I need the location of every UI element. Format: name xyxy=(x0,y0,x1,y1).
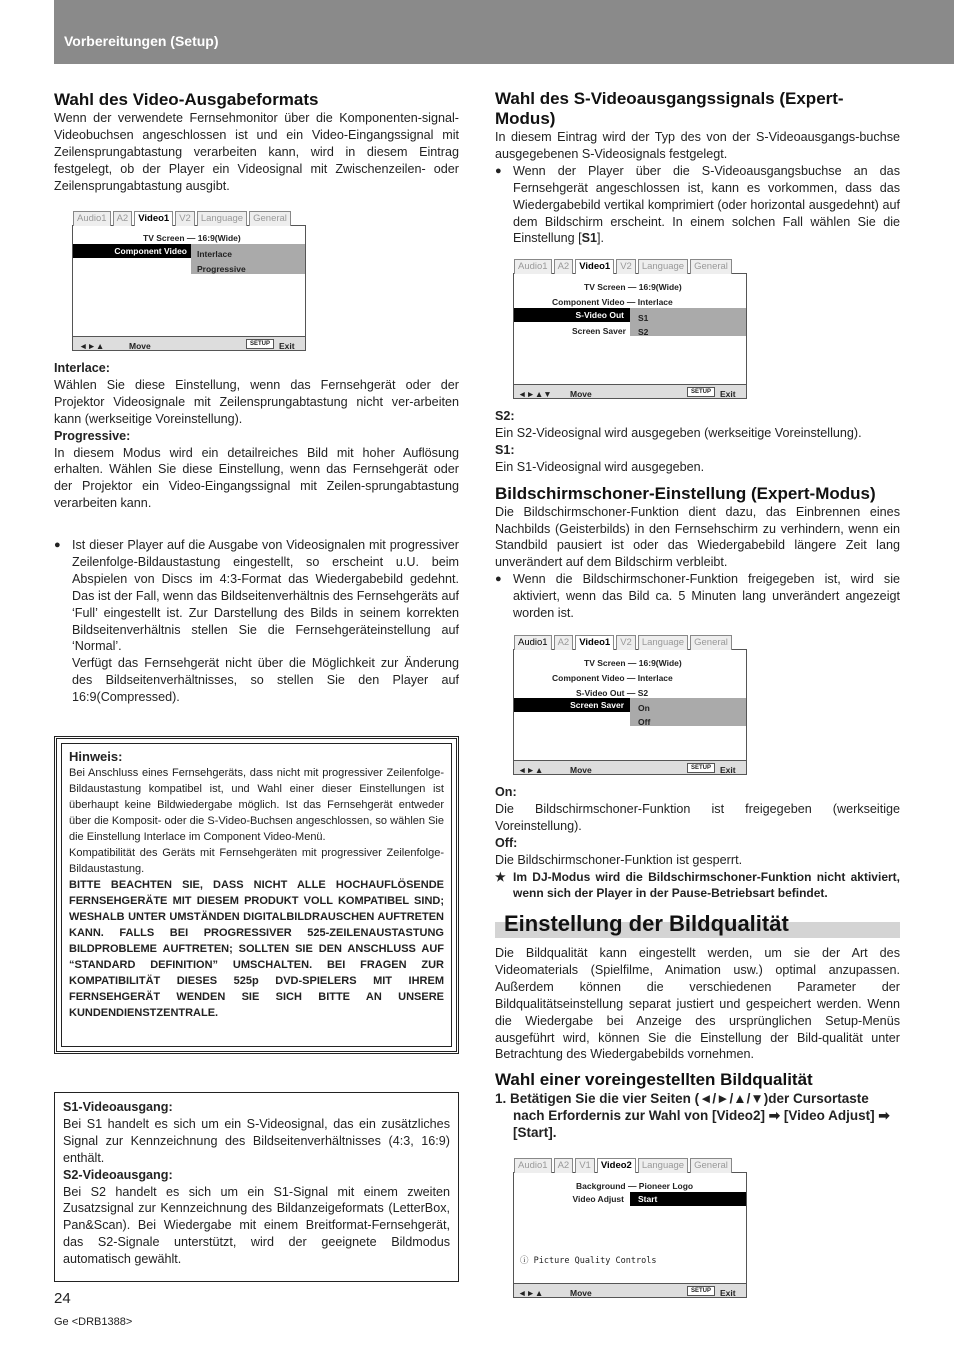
option-progressive: Progressive xyxy=(197,264,246,274)
right-column xyxy=(495,89,900,247)
info-text: Picture Quality Controls xyxy=(533,1256,657,1266)
menu-line: Component Video — Interlace xyxy=(552,297,673,307)
arrow-keys-icon: ◄►▲▼ xyxy=(518,389,552,399)
interlace-heading: Interlace: xyxy=(54,361,110,375)
note-warning: BITTE BEACHTEN SIE, DASS NICHT ALLE HOCHAUFLÖSENDE FERNSEHGERÄTE MIT DIESEM PRODUKT VOLL KOMPATIBEL SIND; WESHALB UNTER UMSTÄNDEN DIGITALBILDRAUSCHEN AUFTRETEN KANN. FALLS BEI PROGRESSIVER 525-ZEILENAUSTASTUNG BILDPROBLEME AUFTRETEN; SOLLTEN SIE DEN ANSCHLUSS AUF “STANDARD DEFINITION” UMSCHALTEN. BEI FRAGEN ZUR KOMPATIBILITÄT DIESES 525p DVD-SPIELERS MIT IHREM FERNSEHGERÄT WENDEN SIE SICH BITTE AN UNSERE KUNDENDIENSTZENTRALE. xyxy=(69,879,444,1019)
menu-line: Component Video — Interlace xyxy=(552,673,673,683)
menu-selected: Screen Saver xyxy=(514,698,630,712)
arrow-keys-icon: ◄►▲ xyxy=(79,341,105,351)
tab-v2: V2 xyxy=(175,211,195,226)
off-text: Die Bildschirmschoner-Funktion ist gesperrt. xyxy=(495,852,743,867)
menu-line: TV Screen — 16:9(Wide) xyxy=(584,282,682,292)
tab-audio1: Audio1 xyxy=(514,1158,552,1173)
option-s1: S1 xyxy=(638,313,649,323)
s-option-section xyxy=(495,408,900,622)
tab-video1: Video1 xyxy=(134,211,173,226)
note-box xyxy=(54,736,459,1054)
para-video-format: Wenn der verwendete Fernsehmonitor über die Komponenten-signal-Videobuchsen angeschlossen ist und ein Video-Eingangssignal mit Zeilensprungabtastung verarbeiten kann, wird in diesem Eintrag festgelegt, ob der Player ein Videosignal mit Zwischenzeilen- oder Zeilensprungabtastung ausgibt. xyxy=(54,111,459,193)
arrow-keys-icon: ◄►▲ xyxy=(518,765,544,775)
s2-heading: S2: xyxy=(495,409,515,423)
option-s2: S2 xyxy=(638,327,649,337)
menu-line: Screen Saver xyxy=(572,326,626,336)
heading-video-format: Wahl des Video-Ausgabeformats xyxy=(54,90,319,109)
left-column xyxy=(54,90,459,195)
section-header-bar xyxy=(54,0,954,64)
menu-line: Background — Pioneer Logo xyxy=(576,1181,694,1191)
doc-code: Ge <DRB1388> xyxy=(54,1316,133,1328)
exit-label: Exit xyxy=(720,765,736,775)
option-off: Off xyxy=(638,717,651,727)
progressive-heading: Progressive: xyxy=(54,428,131,443)
para-svideo: In diesem Eintrag wird der Typ des von der S-Videoausgangs-buchse ausgegebenen S-Videosignals festgelegt. xyxy=(495,130,900,161)
menu-line: S-Video Out — S2 xyxy=(576,688,649,698)
menu-label: Video Adjust xyxy=(572,1194,624,1204)
section-header: Vorbereitungen (Setup) xyxy=(64,33,219,49)
tab-language: Language xyxy=(197,211,247,226)
heading-screensaver: Bildschirmschoner-Einstellung (Expert-Modus) xyxy=(495,483,876,503)
bullet-screensaver: ● Wenn die Bildschirmschoner-Funktion freigegeben ist, wird sie aktiviert, wenn das Bild ca. 5 Minuten lang unverändert angezeigt worden ist. xyxy=(495,571,900,622)
dj-mode-note: ★ Im DJ-Modus wird die Bildschirmschoner-Funktion nicht aktiviert, wenn sich der Player in der Pause-Betriebsart befindet. xyxy=(495,869,900,903)
note-text1: Bei Anschluss eines Fernsehgeräts, dass nicht mit progressiver Zeilenfolge-Bildaustastung kompatibel ist, und Wahl einer dieser Einstellungen ist überhaupt keine Bildwiedergabe möglich. Ist das Fernsehgerät entweder über die Komposit- oder die S-Video-Buchsen angeschlossen, so wählen Sie die Einstellung Interlace im Component Video-Menü. xyxy=(69,767,444,843)
exit-label: Exit xyxy=(279,341,295,351)
step-1: 1. Betätigen Sie die vier Seiten (◄/►/▲/▼)der Cursortaste nach Erfordernis zur Wahl von [Video2] ➡ [Video Adjust] ➡ [Start]. xyxy=(495,1091,890,1141)
note-heading: Hinweis: xyxy=(69,749,123,764)
s2-text: Bei S2 handelt es sich um ein S1-Signal mit einem zweiten Zusatzsignal zur Kennzeichnung des Bildanzeigeformats (LetterBox, Pan&Scan). Bei Wiedergabe mit einem Breitformat-Fernsehgerät, das S2-Signale unterstützt, wird der geeignete Bildmodus automatisch gewählt. xyxy=(63,1184,450,1267)
move-label: Move xyxy=(570,1288,592,1298)
tab-a2: A2 xyxy=(113,211,133,226)
s2-text: Ein S2-Videosignal wird ausgegeben (werkseitige Voreinstellung). xyxy=(495,425,862,440)
option-on: On xyxy=(638,703,650,713)
tab-general: General xyxy=(690,1158,732,1173)
tab-general: General xyxy=(690,259,732,274)
menu-selected: Component Video xyxy=(73,244,191,258)
off-heading: Off: xyxy=(495,835,518,850)
screen-svideo-out xyxy=(513,261,747,399)
tab-audio1: Audio1 xyxy=(514,259,552,274)
heading-preset: Wahl einer voreingestellten Bildqualität xyxy=(495,1070,813,1090)
move-label: Move xyxy=(570,389,592,399)
s1-heading: S1-Videoausgang: xyxy=(63,1100,173,1114)
screen-tabs xyxy=(73,211,291,226)
bullet-svideo-s1: S1 xyxy=(581,231,598,246)
interlace-text: Wählen Sie diese Einstellung, wenn das Fernsehgerät oder der Projektor Videosignale mit Zeilensprungabtastung nicht ver-arbeiten kann (werkseitige Voreinstellung). xyxy=(54,377,459,426)
bullet-aspect: ● Ist dieser Player auf die Ausgabe von Videosignalen mit progressiver Zeilenfolge-Bildaustastung eingestellt, so erscheint u.U. beim Abspielen von Discs im 4:3-Format das Wiedergabebild gedehnt. Das ist der Fall, wenn das Bildseitenverhältnis des Fernsehgeräts auf ‘Full’ eingestellt ist. Zur Darstellung des Bilds in seinem korrekten Bildseitenverhältnis stellen Sie die Fernsehgeräteinstellung auf ‘Normal’. xyxy=(54,537,459,655)
bullet-svideo-end: ]. xyxy=(597,231,605,246)
setup-key: SETUP xyxy=(687,763,715,773)
tab-language: Language xyxy=(638,635,688,650)
tab-language: Language xyxy=(638,1158,688,1173)
svideo-info-box xyxy=(54,1092,459,1282)
s1-heading: S1: xyxy=(495,442,515,457)
interlace-section xyxy=(54,360,459,512)
exit-label: Exit xyxy=(720,1288,736,1298)
bullet-section xyxy=(54,537,459,706)
page-number: 24 xyxy=(54,1290,71,1307)
on-heading: On: xyxy=(495,785,517,799)
tab-general: General xyxy=(690,635,732,650)
tab-video1: Video1 xyxy=(575,259,614,274)
s1-text: Bei S1 handelt es sich um ein S-Videosignal, das ein zusätzliches Signal zur Kennzeichnung des Bildseitenverhältnisses (4:3, 16:9) enthält. xyxy=(63,1116,450,1165)
tab-audio1: Audio1 xyxy=(73,211,111,226)
menu-line: TV Screen — 16:9(Wide) xyxy=(143,233,241,243)
heading-svideo: Wahl des S-Videoausgangssignals (Expert-Modus) xyxy=(495,89,844,128)
tab-a2: A2 xyxy=(554,635,574,650)
tab-audio1: Audio1 xyxy=(514,635,552,650)
bullet-aspect-cont: Verfügt das Fernsehgerät nicht über die Möglichkeit zur Änderung des Bildseitenverhältnisses, so stellen Sie den Player auf 16:9(Compressed). xyxy=(72,656,459,705)
option-interlace: Interlace xyxy=(197,249,232,259)
info-icon: ⓘ xyxy=(520,1256,529,1266)
note-text2: Kompatibilität des Geräts mit Fernsehgeräten mit progressiver Zeilenfolge-Bildaustastung. xyxy=(69,847,444,875)
tab-v2: V2 xyxy=(616,635,636,650)
screen-screensaver xyxy=(513,637,747,775)
tab-a2: A2 xyxy=(554,1158,574,1173)
on-text: Die Bildschirmschoner-Funktion ist freigegeben (werkseitige Voreinstellung). xyxy=(495,801,900,833)
screen-video1-component xyxy=(72,213,306,351)
setup-key: SETUP xyxy=(687,387,715,397)
s2-heading: S2-Videoausgang: xyxy=(63,1167,173,1182)
setup-key: SETUP xyxy=(246,339,274,349)
move-label: Move xyxy=(570,765,592,775)
tab-v1: V1 xyxy=(575,1158,595,1173)
arrow-keys-icon: ◄►▲ xyxy=(518,1288,544,1298)
tab-language: Language xyxy=(638,259,688,274)
menu-line: TV Screen — 16:9(Wide) xyxy=(584,658,682,668)
s1-text: Ein S1-Videosignal wird ausgegeben. xyxy=(495,459,705,474)
tab-video1: Video1 xyxy=(575,635,614,650)
quality-section xyxy=(495,945,900,1141)
tab-v2: V2 xyxy=(616,259,636,274)
progressive-text: In diesem Modus wird ein detailreiches Bild mit hoher Auflösung erhalten. Wählen Sie diese Einstellung, wenn das Fernsehgerät oder der Projektor ein Video-Eingangssignal mit Zeilen-sprungabtastung verarbeiten kann. xyxy=(54,445,459,511)
exit-label: Exit xyxy=(720,389,736,399)
menu-selected: S-Video Out xyxy=(514,308,630,322)
tab-a2: A2 xyxy=(554,259,574,274)
move-label: Move xyxy=(129,341,151,351)
para-quality: Die Bildqualität kann eingestellt werden, um sie der Art des Videomaterials (Spielfilme, Animation usw.) optimal anzupassen. Außerdem können die verschiedenen Parameter der Bildqualitätseinstellung separat justiert und gespeichert werden. Wenn die Wiedergabe bei Anzeige des ursprünglichen Setup-Menüs ausgeführt wird, können Sie die Einstellung der Bild-qualität unter Betrachtung des Wiedergabebilds vornehmen. xyxy=(495,946,900,1062)
screen-video-adjust xyxy=(513,1160,747,1298)
tab-general: General xyxy=(249,211,291,226)
setup-key: SETUP xyxy=(687,1286,715,1296)
bullet-svideo: Wenn der Player über die S-Videoausgangsbuchse an das Fernsehgerät angeschlossen ist, kann es vorkommen, dass das Wiedergabebild vertikal komprimiert (oder horizontal ausgedehnt) auf dem Bildschirm erscheint. In einem solchen Fall wählen Sie die Einstellung [ xyxy=(513,163,900,246)
para-screensaver: Die Bildschirmschoner-Funktion dient dazu, das Einbrennen eines Nachbilds (Geisterbilds) in den Fernsehschirm zu verhindern, wenn ein Standbild pausiert ist oder das Wiedergabebild längere Zeit lang unverändert auf dem Bildschirm verbleibt. xyxy=(495,504,900,570)
onoff-section xyxy=(495,784,900,902)
tab-video2: Video2 xyxy=(597,1158,636,1173)
heading-quality: Einstellung der Bildqualität xyxy=(504,911,789,936)
option-start: Start xyxy=(630,1192,746,1206)
